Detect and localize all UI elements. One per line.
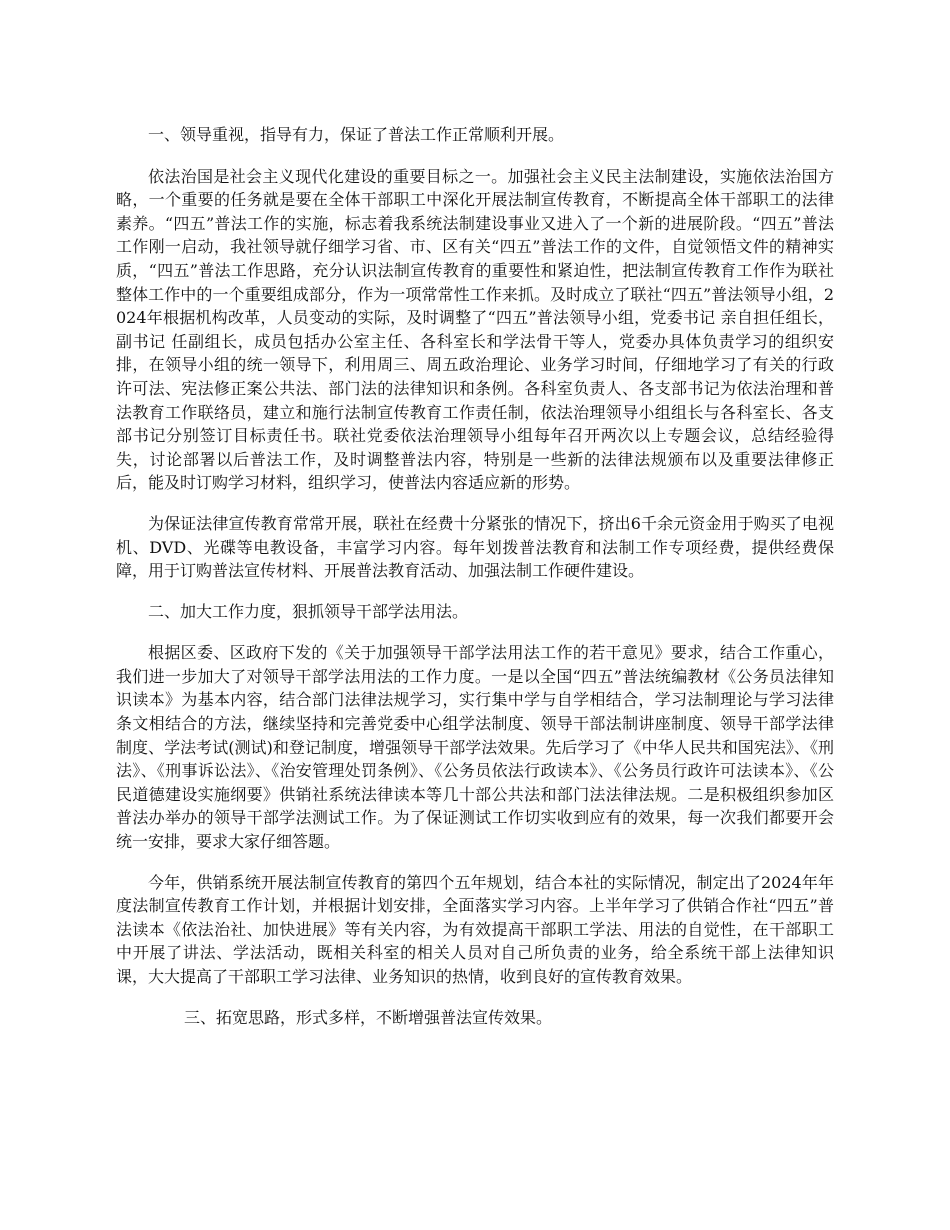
section-heading-1: 一、领导重视，指导有力，保证了普法工作正常顺利开展。 — [148, 125, 565, 144]
body-paragraph: 根据区委、区政府下发的《关于加强领导干部学法用法工作的若干意见》要求，结合工作重心，我们进一步加大了对领导干部学法用法的工作力度。一是以全国“四五”普法统编教材《公务员法律知识读本》为基本内容，结合部门法律法规学习，实行集中学与自学相结合，学习法制理论与学习法律条文相结合的方法，继续坚持和完善党委中心组学法制度、领导干部法制讲座制度、领导干部学法律制度、学法考试(测试)和登记制度，增强领导干部学法效果。先后学习了《中华人民共和国宪法》、《刑法》、《刑事诉讼法》、《治安管理处罚条例》、《公务员依法行政读本》、《公务员行政许可法读本》、《公民道德建设实施纲要》供销社系统法律读本等几十部公共法和部门法法律法规。二是积极组织参加区普法办举办的领导干部学法测试工作。为了保证测试工作切实收到应有的效果，每一次我们都要开会统一安排，要求大家仔细答题。 — [116, 643, 834, 852]
section-heading-2: 二、加大工作力度，狠抓领导干部学法用法。 — [148, 601, 469, 621]
body-paragraph: 为保证法律宣传教育常常开展，联社在经费十分紧张的情况下，挤出6千余元资金用于购买了电视机、DVD、光碟等电教设备，丰富学习内容。每年划拨普法教育和法制工作专项经费，提供经费保障，用于订购普法宣传材料、开展普法教育活动、加强法制工作硬件建设。 — [116, 513, 834, 581]
body-paragraph: 今年，供销系统开展法制宣传教育的第四个五年规划，结合本社的实际情况，制定出了2024年年度法制宣传教育工作计划，并根据计划安排，全面落实学习内容。上半年学习了供销合作社“四五”普法读本《依法治社、加快进展》等有关内容，为有效提高干部职工学法、用法的自觉性，在干部职工中开展了讲法、学法活动，既相关科室的相关人员对自己所负责的业务，给全系统干部上法律知识课，大大提高了干部职工学习法律、业务知识的热情，收到良好的宣传教育效果。 — [116, 872, 834, 986]
body-paragraph: 依法治国是社会主义现代化建设的重要目标之一。加强社会主义民主法制建设，实施依法治国方略，一个重要的任务就是要在全体干部职工中深化开展法制宣传教育，不断提高全体干部职工的法律素养。“四五”普法工作的实施，标志着我系统法制建设事业又进入了一个新的进展阶段。“四五”普法工作刚一启动，我社领导就仔细学习省、市、区有关“四五”普法工作的文件，自觉领悟文件的精神实质，“四五”普法工作思路，充分认识法制宣传教育的重要性和紧迫性，把法制宣传教育工作作为联社整体工作中的一个重要组成部分，作为一项常常性工作来抓。及时成立了联社“四五”普法领导小组，2024年根据机构改革，人员变动的实际，及时调整了“四五”普法领导小组，党委书记 亲自担任组长，副书记 任副组长，成员包括办公室主任、各科室长和学法骨干等人，党委办具体负责学习的组织安排，在领导小组的统一领导下，利用周三、周五政治理论、业务学习时间，仔细地学习了有关的行政许可法、宪法修正案公共法、部门法的法律知识和条例。各科室负责人、各支部书记为依法治理和普法教育工作联络员，建立和施行法制宣传教育工作责任制，依法治理领导小组组长与各科室长、各支部书记分别签订目标责任书。联社党委依法治理领导小组每年召开两次以上专题会议，总结经验得失，讨论部署以后普法工作，及时调整普法内容，特别是一些新的法律法规颁布以及重要法律修正后，能及时订购学习材料，组织学习，使普法内容适应新的形势。 — [116, 166, 834, 493]
section-heading-3: 三、拓宽思路，形式多样，不断增强普法宣传效果。 — [184, 1007, 553, 1027]
